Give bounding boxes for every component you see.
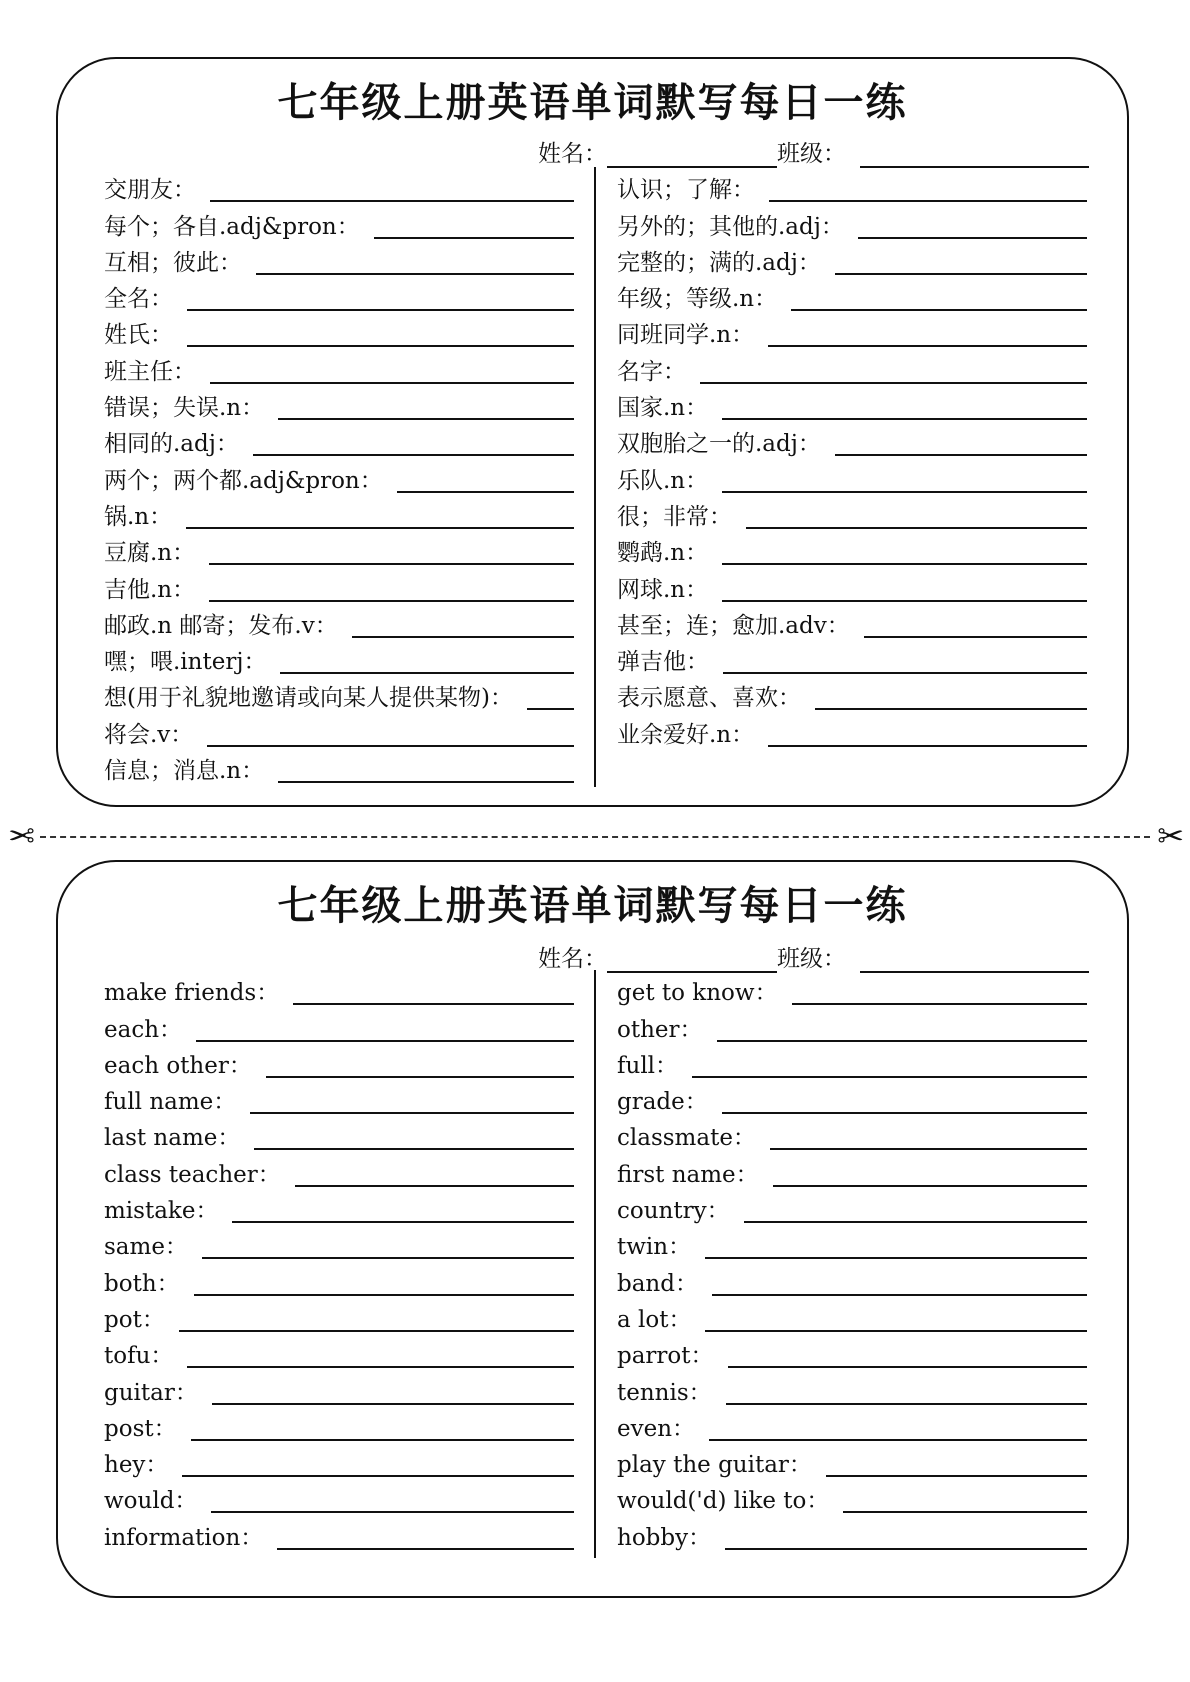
vocab-prompt: tofu： (104, 1343, 174, 1370)
answer-blank[interactable] (209, 600, 574, 602)
vocab-row (104, 641, 574, 677)
vocab-row (617, 350, 1087, 386)
answer-blank[interactable] (253, 454, 574, 456)
vocab-prompt: 想(用于礼貌地邀请或向某人提供某物)： (104, 685, 513, 712)
vocab-prompt: 认识；了解： (617, 177, 755, 204)
vocab-row (617, 459, 1087, 495)
vocab-row (617, 677, 1087, 713)
vocab-prompt: same： (104, 1234, 188, 1261)
answer-blank[interactable] (768, 345, 1087, 347)
answer-blank[interactable] (712, 1294, 1087, 1296)
vocab-prompt: both： (104, 1270, 180, 1297)
answer-blank[interactable] (179, 1330, 574, 1332)
answer-blank[interactable] (769, 200, 1087, 202)
vocab-prompt: 嘿；喂.interj： (104, 649, 267, 676)
answer-blank[interactable] (182, 1475, 574, 1477)
vocab-row (104, 205, 574, 241)
vocab-row (104, 1081, 574, 1117)
vocab-prompt: guitar： (104, 1379, 198, 1406)
vocab-row (617, 713, 1087, 749)
answer-blank[interactable] (254, 1148, 574, 1150)
answer-blank[interactable] (202, 1257, 574, 1259)
vocab-prompt: make friends： (104, 980, 280, 1007)
answer-blank[interactable] (746, 527, 1087, 529)
answer-blank[interactable] (352, 636, 574, 638)
answer-blank[interactable] (527, 708, 574, 710)
name-label: 姓名： (538, 946, 607, 972)
vocab-prompt: 两个；两个都.adj&pron： (104, 467, 383, 494)
answer-blank[interactable] (256, 273, 574, 275)
vocab-prompt: twin： (617, 1234, 692, 1261)
vocab-prompt: 错误；失误.n： (104, 395, 265, 422)
vocab-row (104, 459, 574, 495)
class-field[interactable] (860, 945, 1089, 973)
vocab-row (617, 1516, 1087, 1552)
answer-blank[interactable] (278, 781, 574, 783)
vocab-prompt: 全名： (104, 286, 173, 313)
name-field[interactable] (607, 140, 777, 168)
answer-blank[interactable] (773, 1185, 1087, 1187)
vocab-prompt: 表示愿意、喜欢： (617, 685, 801, 712)
vocab-row (617, 1081, 1087, 1117)
answer-blank[interactable] (374, 237, 574, 239)
vocab-row (104, 1153, 574, 1189)
answer-blank[interactable] (211, 1511, 574, 1513)
answer-blank[interactable] (277, 1548, 574, 1550)
answer-blank[interactable] (705, 1330, 1087, 1332)
answer-blank[interactable] (250, 1112, 574, 1114)
vocab-prompt: other： (617, 1016, 703, 1043)
vocab-prompt: 互相；彼此： (104, 249, 242, 276)
vocab-row (104, 1117, 574, 1153)
vocab-row (617, 205, 1087, 241)
vocab-prompt: first name： (617, 1161, 759, 1188)
vocab-prompt: get to know： (617, 980, 778, 1007)
vocab-row (617, 1299, 1087, 1335)
vocab-prompt: tennis： (617, 1379, 712, 1406)
vocab-prompt: each other： (104, 1052, 252, 1079)
vocab-prompt: grade： (617, 1089, 708, 1116)
answer-blank[interactable] (722, 563, 1087, 565)
vocab-row (104, 278, 574, 314)
vocab-prompt: each： (104, 1016, 183, 1043)
vocab-prompt: 弹吉他： (617, 649, 709, 676)
vocab-row (617, 1408, 1087, 1444)
vocab-prompt: 交朋友： (104, 177, 196, 204)
vocab-row (104, 1335, 574, 1371)
vocab-row (104, 1371, 574, 1407)
vocab-prompt: 名字： (617, 358, 686, 385)
cut-line (40, 836, 1150, 838)
vocab-row (104, 242, 574, 278)
answer-blank[interactable] (726, 1403, 1087, 1405)
vocab-row (104, 1045, 574, 1081)
vocab-row (104, 314, 574, 350)
vocab-row (104, 1008, 574, 1044)
class-label: 班级： (777, 946, 846, 972)
answer-blank[interactable] (705, 1257, 1087, 1259)
answer-blank[interactable] (207, 745, 574, 747)
vocab-prompt: full name： (104, 1089, 237, 1116)
worksheet-title: 七年级上册英语单词默写每日一练 (277, 80, 908, 126)
answer-blank[interactable] (187, 1366, 574, 1368)
vocab-row (617, 1045, 1087, 1081)
vocab-row (104, 1190, 574, 1226)
vocab-prompt: pot： (104, 1306, 165, 1333)
vocab-prompt: 网球.n： (617, 576, 709, 603)
right-column (617, 972, 1087, 1553)
vocab-row (104, 1299, 574, 1335)
right-column (617, 169, 1087, 750)
vocab-prompt: 相同的.adj： (104, 431, 239, 458)
worksheet-chinese (56, 57, 1129, 807)
answer-blank[interactable] (770, 1148, 1087, 1150)
vocab-prompt: 邮政.n 邮寄；发布.v： (104, 612, 338, 639)
class-label: 班级： (777, 141, 846, 167)
vocab-row (104, 1516, 574, 1552)
left-column (104, 972, 574, 1553)
vocab-prompt: band： (617, 1270, 698, 1297)
vocab-prompt: 业余爱好.n： (617, 721, 755, 748)
vocab-row (617, 641, 1087, 677)
answer-blank[interactable] (280, 672, 574, 674)
answer-blank[interactable] (191, 1439, 574, 1441)
vocab-prompt: play the guitar： (617, 1452, 812, 1479)
answer-blank[interactable] (843, 1511, 1087, 1513)
worksheet-title: 七年级上册英语单词默写每日一练 (277, 883, 908, 929)
vocab-row (104, 532, 574, 568)
vocab-prompt: 完整的；满的.adj： (617, 249, 821, 276)
answer-blank[interactable] (835, 454, 1087, 456)
answer-blank[interactable] (196, 1040, 574, 1042)
answer-blank[interactable] (187, 309, 574, 311)
answer-blank[interactable] (209, 563, 574, 565)
answer-blank[interactable] (725, 1548, 1087, 1550)
answer-blank[interactable] (210, 200, 574, 202)
vocab-row (617, 314, 1087, 350)
left-column (104, 169, 574, 786)
vocab-prompt: 锅.n： (104, 503, 173, 530)
vocab-row (617, 496, 1087, 532)
vocab-row (617, 1444, 1087, 1480)
vocab-prompt: last name： (104, 1125, 241, 1152)
name-label: 姓名： (538, 141, 607, 167)
answer-blank[interactable] (722, 1112, 1087, 1114)
answer-blank[interactable] (826, 1475, 1087, 1477)
answer-blank[interactable] (768, 745, 1087, 747)
vocab-row (104, 1408, 574, 1444)
answer-blank[interactable] (815, 708, 1087, 710)
vocab-prompt: a lot： (617, 1306, 692, 1333)
vocab-prompt: 同班同学.n： (617, 322, 755, 349)
answer-blank[interactable] (700, 382, 1087, 384)
answer-blank[interactable] (266, 1076, 574, 1078)
vocab-prompt: hobby： (617, 1524, 712, 1551)
answer-blank[interactable] (293, 1003, 574, 1005)
vocab-row (104, 496, 574, 532)
vocab-row (104, 1444, 574, 1480)
vocab-row (104, 1262, 574, 1298)
answer-blank[interactable] (397, 491, 574, 493)
answer-blank[interactable] (232, 1221, 574, 1223)
vocab-prompt: country： (617, 1198, 730, 1225)
answer-blank[interactable] (186, 527, 574, 529)
vocab-row (104, 605, 574, 641)
vocab-prompt: 信息；消息.n： (104, 758, 265, 785)
vocab-row (617, 1117, 1087, 1153)
vocab-row (617, 568, 1087, 604)
vocab-row (617, 1480, 1087, 1516)
vocab-row (617, 1371, 1087, 1407)
vocab-prompt: 乐队.n： (617, 467, 709, 494)
vocab-prompt: 国家.n： (617, 395, 709, 422)
vocab-row (104, 1480, 574, 1516)
answer-blank[interactable] (187, 345, 574, 347)
vocab-prompt: post： (104, 1415, 177, 1442)
answer-blank[interactable] (709, 1439, 1087, 1441)
answer-blank[interactable] (835, 273, 1087, 275)
vocab-row (104, 387, 574, 423)
vocab-row (104, 750, 574, 786)
vocab-prompt: hey： (104, 1452, 169, 1479)
vocab-prompt: class teacher： (104, 1161, 281, 1188)
answer-blank[interactable] (744, 1221, 1087, 1223)
answer-blank[interactable] (295, 1185, 574, 1187)
answer-blank[interactable] (858, 237, 1087, 239)
answer-blank[interactable] (717, 1040, 1087, 1042)
answer-blank[interactable] (210, 382, 574, 384)
vocab-row (617, 1335, 1087, 1371)
vocab-prompt: 甚至；连；愈加.adv： (617, 612, 850, 639)
vocab-prompt: classmate： (617, 1125, 756, 1152)
vocab-row (617, 1226, 1087, 1262)
vocab-row (617, 1190, 1087, 1226)
name-class-row (538, 135, 1089, 168)
worksheet-english (56, 860, 1129, 1598)
vocab-prompt: 鹦鹉.n： (617, 540, 709, 567)
answer-blank[interactable] (723, 672, 1087, 674)
vocab-row (104, 677, 574, 713)
answer-blank[interactable] (864, 636, 1087, 638)
vocab-prompt: mistake： (104, 1198, 219, 1225)
vocab-prompt: would('d) like to： (617, 1488, 830, 1515)
vocab-row (617, 605, 1087, 641)
vocab-prompt: 每个；各自.adj&pron： (104, 213, 360, 240)
answer-blank[interactable] (278, 418, 574, 420)
vocab-prompt: full： (617, 1052, 679, 1079)
answer-blank[interactable] (722, 600, 1087, 602)
vocab-prompt: 很；非常： (617, 503, 732, 530)
vocab-row (617, 278, 1087, 314)
vocab-row (617, 1153, 1087, 1189)
vocab-prompt: even： (617, 1415, 696, 1442)
vocab-row (104, 423, 574, 459)
vocab-prompt: parrot： (617, 1343, 714, 1370)
vocab-prompt: 双胞胎之一的.adj： (617, 431, 821, 458)
vocab-prompt: 年级；等级.n： (617, 286, 778, 313)
answer-blank[interactable] (791, 309, 1087, 311)
vocab-prompt: 班主任： (104, 358, 196, 385)
answer-blank[interactable] (728, 1366, 1087, 1368)
scissors-icon: ✂ (1157, 817, 1184, 855)
vocab-row (617, 387, 1087, 423)
vocab-row (104, 169, 574, 205)
answer-blank[interactable] (722, 491, 1087, 493)
column-divider (594, 970, 596, 1558)
vocab-prompt: 吉他.n： (104, 576, 196, 603)
vocab-prompt: 另外的；其他的.adj： (617, 213, 844, 240)
vocab-row (104, 713, 574, 749)
vocab-row (617, 423, 1087, 459)
vocab-row (104, 568, 574, 604)
vocab-row (104, 1226, 574, 1262)
name-class-row (538, 940, 1089, 973)
answer-blank[interactable] (212, 1403, 574, 1405)
column-divider (594, 167, 596, 787)
vocab-row (104, 350, 574, 386)
vocab-row (617, 532, 1087, 568)
vocab-prompt: would： (104, 1488, 198, 1515)
vocab-row (617, 1008, 1087, 1044)
answer-blank[interactable] (194, 1294, 574, 1296)
class-field[interactable] (860, 140, 1089, 168)
answer-blank[interactable] (692, 1076, 1087, 1078)
vocab-prompt: information： (104, 1524, 264, 1551)
answer-blank[interactable] (792, 1003, 1087, 1005)
vocab-row (617, 972, 1087, 1008)
name-field[interactable] (607, 945, 777, 973)
vocab-prompt: 豆腐.n： (104, 540, 196, 567)
vocab-row (617, 1262, 1087, 1298)
scissors-icon: ✂ (8, 817, 35, 855)
vocab-row (617, 169, 1087, 205)
vocab-prompt: 将会.v： (104, 721, 194, 748)
answer-blank[interactable] (722, 418, 1087, 420)
vocab-prompt: 姓氏： (104, 322, 173, 349)
vocab-row (617, 242, 1087, 278)
vocab-row (104, 972, 574, 1008)
